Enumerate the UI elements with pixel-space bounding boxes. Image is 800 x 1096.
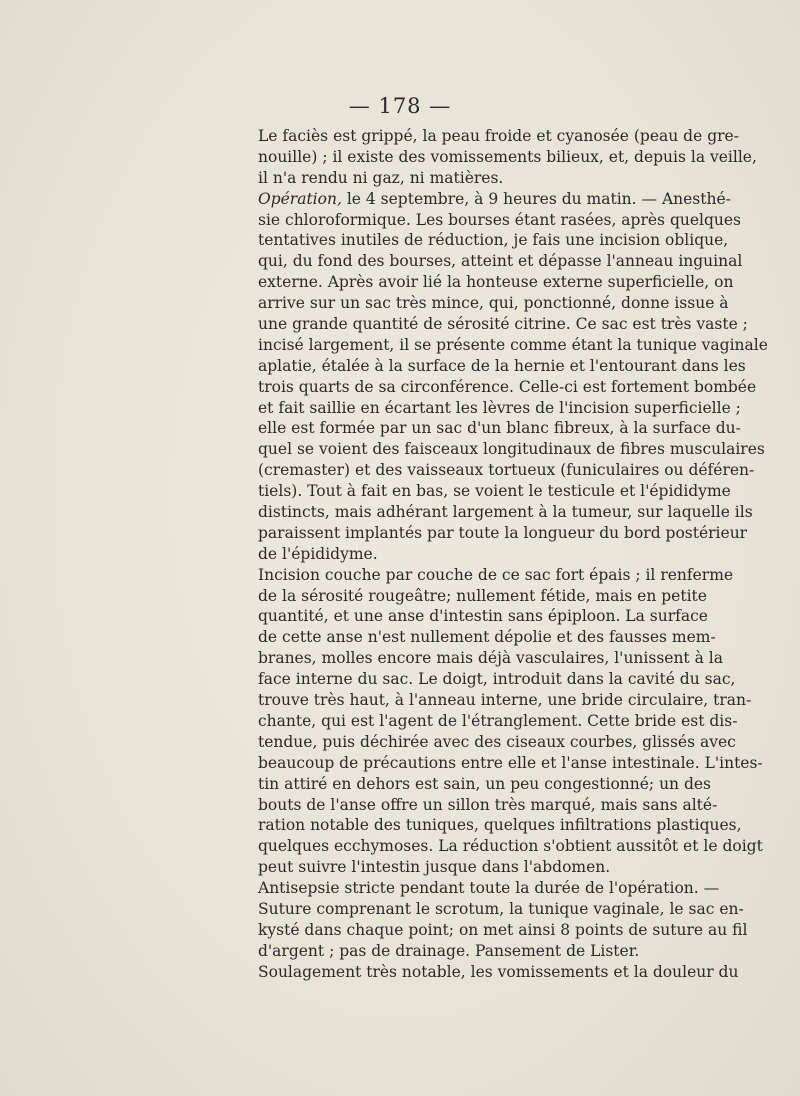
line-text: paraissent implantés par toute la longueur du bord postérieur	[258, 523, 748, 542]
line-text: tendue, puis déchirée avec des ciseaux courbes, glissés avec	[258, 732, 736, 751]
line-text: Le faciès est grippé, la peau froide et cyanosée (peau de gre-	[258, 127, 739, 145]
line-text: (cremaster) et des vaisseaux tortueux (funiculaires ou déféren-	[258, 461, 755, 480]
text-line	[258, 815, 742, 836]
line-text: tiels). Tout à fait en bas, se voient le testicule et l'épididyme	[258, 482, 731, 501]
line-text: de cette anse n'est nullement dépolie et des fausses mem-	[258, 628, 716, 647]
text-line	[258, 293, 729, 314]
line-text: de l'épididyme.	[258, 544, 378, 563]
text-line	[258, 648, 723, 669]
text-line	[258, 335, 768, 356]
line-text: de la sérosité rougeâtre; nullement fétide, mais en petite	[258, 586, 707, 605]
line-text: et fait saillie en écartant les lèvres de l'incision superficielle ;	[258, 398, 741, 417]
text-line	[258, 606, 708, 627]
line-text: ration notable des tuniques, quelques infiltrations plastiques,	[258, 816, 742, 835]
text-line	[258, 502, 753, 523]
text-line	[258, 565, 734, 586]
text-line	[258, 899, 744, 920]
text-line	[258, 878, 720, 899]
text-line	[258, 356, 746, 377]
text-line	[258, 481, 731, 502]
text-line	[258, 857, 654, 878]
text-line	[258, 210, 742, 231]
text-line	[258, 690, 752, 711]
line-text: Soulagement très notable, les vomissements et la douleur du	[258, 962, 739, 981]
text-line	[258, 439, 765, 460]
line-text: aplatie, étalée à la surface de la hernie et l'entourant dans les	[258, 356, 746, 375]
line-text: peut suivre l'intestin jusque dans l'abdomen.	[258, 858, 611, 877]
line-text: arrive sur un sac très mince, qui, ponctionné, donne issue à	[258, 294, 729, 313]
text-line	[258, 147, 757, 168]
text-line	[258, 418, 741, 439]
text-line	[258, 711, 738, 732]
line-text: Suture comprenant le scrotum, la tunique vaginale, le sac en-	[258, 899, 744, 918]
text-line	[258, 251, 743, 272]
text-line	[258, 126, 739, 147]
line-text: il n'a rendu ni gaz, ni matières.	[258, 168, 504, 187]
line-text: Antisepsie stricte pendant toute la durée de l'opération. —	[258, 879, 720, 898]
text-line	[258, 774, 712, 795]
text-line	[258, 314, 748, 335]
line-text: kysté dans chaque point; on met ainsi 8 points de suture au fil	[258, 920, 748, 939]
line-text: tentatives inutiles de réduction, je fais une incision oblique,	[258, 231, 729, 250]
text-line	[258, 920, 748, 941]
line-text: Incision couche par couche de ce sac fort épais ; il renferme	[258, 565, 734, 584]
text-line	[258, 962, 739, 983]
line-text: trouve très haut, à l'anneau interne, une bride circulaire, tran-	[258, 691, 752, 710]
text-line	[258, 795, 718, 816]
text-line	[258, 398, 741, 419]
page-number: — 178 —	[348, 94, 452, 118]
text-line	[258, 460, 755, 481]
text-line	[258, 523, 748, 544]
line-text: nouille) ; il existe des vomissements bilieux, et, depuis la veille,	[258, 147, 757, 166]
line-text: branes, molles encore mais déjà vasculaires, l'unissent à la	[258, 649, 723, 668]
line-text: trois quarts de sa circonférence. Celle-ci est fortement bombée	[258, 377, 757, 396]
line-text: d'argent ; pas de drainage. Pansement de Lister.	[258, 941, 640, 960]
line-text: quelques ecchymoses. La réduction s'obtient aussitôt et le doigt	[258, 837, 763, 856]
line-text: sie chloroformique. Les bourses étant rasées, après quelques	[258, 210, 742, 229]
line-text: incisé largement, il se présente comme étant la tunique vaginale	[258, 335, 768, 354]
line-text: distincts, mais adhérant largement à la tumeur, sur laquelle ils	[258, 503, 753, 522]
text-line	[258, 669, 736, 690]
text-line	[258, 544, 654, 565]
text-line	[258, 753, 763, 774]
text-line	[258, 272, 734, 293]
italic-run: Opération,	[258, 189, 342, 208]
body-text	[258, 126, 768, 983]
line-text: une grande quantité de sérosité citrine. Ce sac est très vaste ;	[258, 315, 748, 334]
line-text: elle est formée par un sac d'un blanc fibreux, à la surface du-	[258, 419, 741, 438]
line-text: quantité, et une anse d'intestin sans épiploon. La surface	[258, 607, 708, 626]
text-line	[258, 230, 729, 251]
text-line	[258, 627, 716, 648]
line-text: tin attiré en dehors est sain, un peu congestionné; un des	[258, 774, 712, 793]
line-text: le 4 septembre, à 9 heures du matin. — Anesthé-	[341, 189, 731, 208]
text-line	[258, 168, 654, 189]
line-text: externe. Après avoir lié la honteuse externe superficielle, on	[258, 273, 734, 292]
line-text: qui, du fond des bourses, atteint et dépasse l'anneau inguinal	[258, 252, 743, 271]
line-text: face interne du sac. Le doigt, introduit dans la cavité du sac,	[258, 670, 736, 689]
line-text: beaucoup de précautions entre elle et l'anse intestinale. L'intes-	[258, 753, 763, 772]
text-line	[258, 941, 654, 962]
text-line	[258, 377, 757, 398]
text-line	[258, 836, 763, 857]
line-text: chante, qui est l'agent de l'étranglement. Cette bride est dis-	[258, 711, 738, 730]
text-line	[258, 189, 731, 210]
text-line	[258, 586, 707, 607]
line-text: bouts de l'anse offre un sillon très marqué, mais sans alté-	[258, 795, 718, 814]
text-line	[258, 732, 736, 753]
line-text: quel se voient des faisceaux longitudinaux de fibres musculaires	[258, 440, 765, 459]
